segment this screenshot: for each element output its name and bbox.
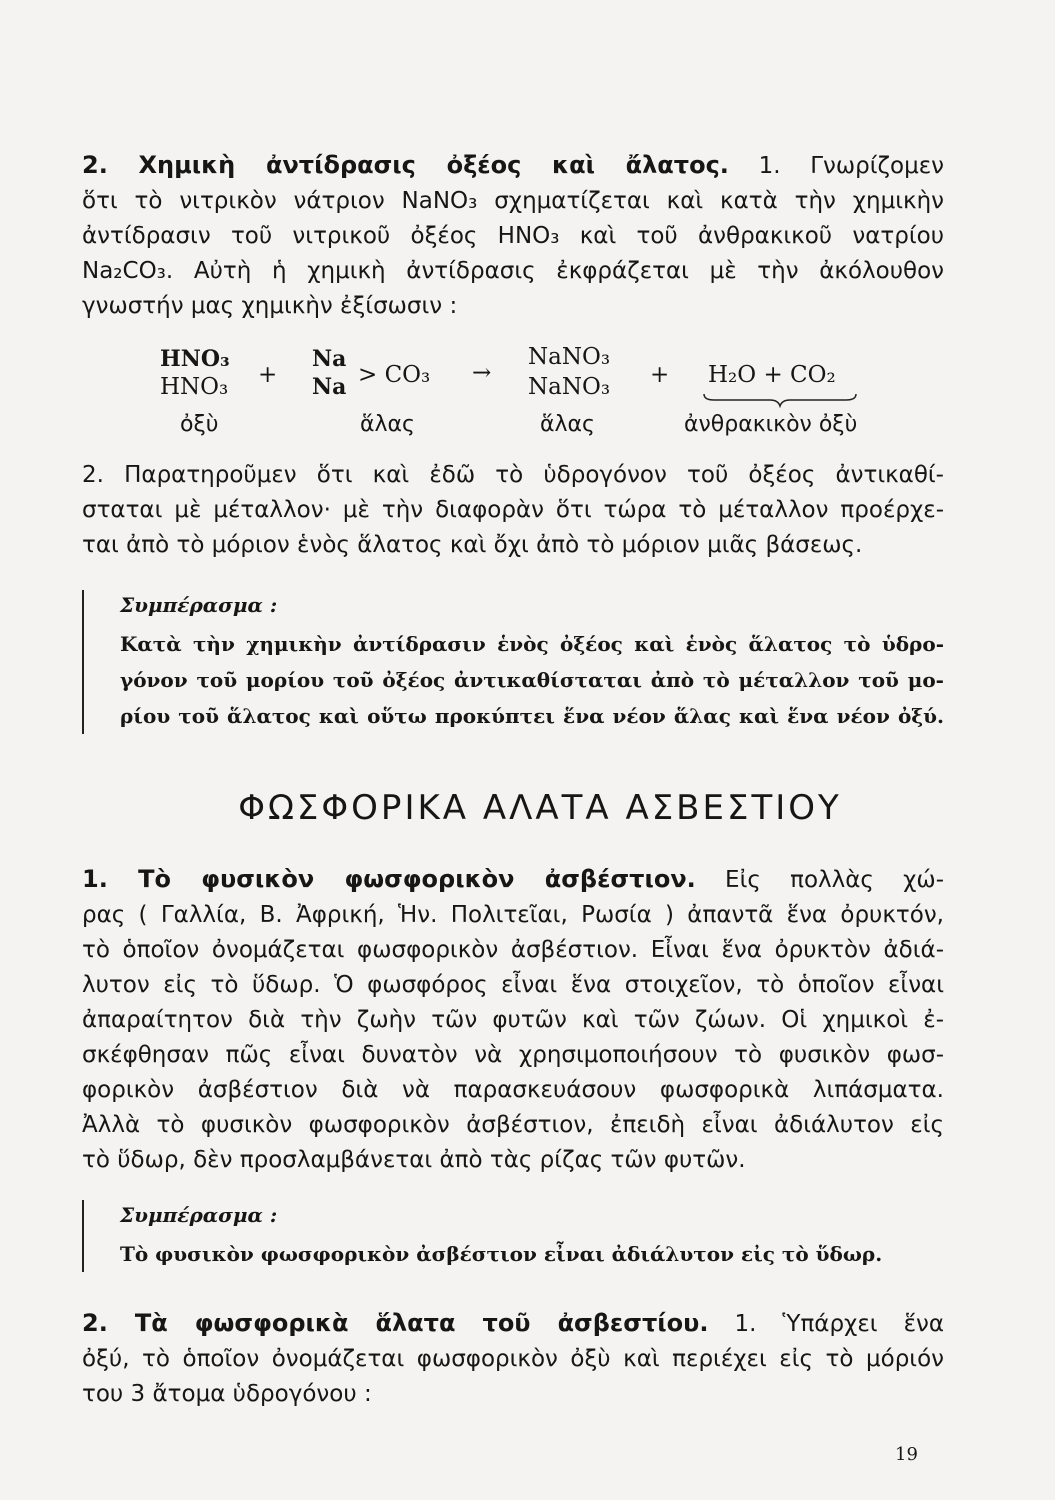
section-heading: 2. Χημικὴ ἀντίδρασις ὀξέος καὶ ἄλατος. [82,151,729,179]
text-line: του 3 ἄτομα ὑδρογόνου : [82,1381,372,1407]
eq-acid-1: HNO₃ [160,346,230,372]
text-line: λυτον εἰς τὸ ὕδωρ. Ὁ φωσφόρος εἶναι ἕνα στοιχεῖον, τὸ ὁποῖον εἶναι [82,972,944,998]
text-line: ἀπαραίτητον διὰ τὴν ζωὴν τῶν φυτῶν καὶ τῶν ζώων. Οἱ χημικοὶ ἐ- [82,1007,944,1033]
text-line: τὸ ὕδωρ, δὲν προσλαμβάνεται ἀπὸ τὰς ρίζας τῶν φυτῶν. [82,1147,746,1173]
text-line: ἀντίδρασιν τοῦ νιτρικοῦ ὀξέος HNO₃ καὶ τοῦ ἀνθρακικοῦ νατρίου [82,223,944,249]
text-line: ρας ( Γαλλία, Β. Ἀφρική, Ἡν. Πολιτεῖαι, Ρωσία ) ἀπαντᾶ ἕνα ὀρυκτόν, [82,902,944,928]
chapter-title: ΦΩΣΦΟΡΙΚΑ ΑΛΑΤΑ ΑΣΒΕΣΤΙΟΥ [238,788,842,828]
eq-salt-2: NaNO₃ [528,374,611,400]
chemical-equation [0,340,1055,440]
eq-arrow: → [472,360,492,386]
section-chemical-reaction [82,148,944,324]
text-line: ται ἀπὸ τὸ μόριον ἑνὸς ἅλατος καὶ ὄχι ἀπὸ τὸ μόριον μιᾶς βάσεως. [82,532,863,558]
conclusion-title: Συμπέρασμα : [120,1203,278,1227]
eq-sodium-2: Na [312,374,347,400]
page-number: 19 [895,1444,918,1465]
underbrace-icon [700,392,860,408]
section-heading: 1. Τὸ φυσικὸν φωσφορικὸν ἀσβέστιον. [82,865,696,893]
text-line: 2. Παρατηροῦμεν ὅτι καὶ ἐδῶ τὸ ὑδρογόνον τοῦ ὀξέος ἀντικαθί- [82,462,944,488]
conclusion-box-2 [82,1200,944,1272]
label-acid: ὀξὺ [180,412,219,437]
conclusion-line: Τὸ φυσικὸν φωσφορικὸν ἀσβέστιον εἶναι ἀδιάλυτον εἰς τὸ ὕδωρ. [120,1242,883,1266]
text-line: σκέφθησαν πῶς εἶναι δυνατὸν νὰ χρησιμοποιήσουν τὸ φυσικὸν φωσ- [82,1042,944,1068]
text-line: σταται μὲ μέταλλον· μὲ τὴν διαφορὰν ὅτι τώρα τὸ μέταλλον προέρχε- [82,497,944,523]
text-line: τὸ ὁποῖον ὀνομάζεται φωσφορικὸν ἀσβέστιον. Εἶναι ἕνα ὀρυκτὸν ἀδιά- [82,937,944,963]
eq-salt-1: NaNO₃ [528,344,611,370]
text-line: φορικὸν ἀσβέστιον διὰ νὰ παρασκευάσουν φωσφορικὰ λιπάσματα. [82,1077,944,1103]
eq-acid-2: HNO₃ [160,374,229,400]
section-observation [82,458,944,563]
conclusion-title: Συμπέρασμα : [120,593,278,617]
eq-products: H₂O + CO₂ [708,362,836,388]
text-line: ὅτι τὸ νιτρικὸν νάτριον NaNO₃ σχηματίζεται καὶ κατὰ τὴν χημικὴν [82,188,944,214]
label-salt-1: ἅλας [360,412,415,437]
conclusion-line: γόνον τοῦ μορίου τοῦ ὀξέος ἀντικαθίσταται ἀπὸ τὸ μέταλλον τοῦ μο- [120,668,944,692]
text-line: γνωστήν μας χημικὴν ἐξίσωσιν : [82,293,458,319]
conclusion-box-1 [82,590,944,734]
conclusion-line: ρίου τοῦ ἅλατος καὶ οὕτω προκύπτει ἕνα νέον ἅλας καὶ ἕνα νέον ὀξύ. [120,704,944,728]
eq-sodium-1: Na [312,346,347,372]
text-line: Ἀλλὰ τὸ φυσικὸν φωσφορικὸν ἀσβέστιον, ἐπειδὴ εἶναι ἀδιάλυτον εἰς [82,1112,944,1138]
eq-plus-2: + [650,362,670,388]
text-line: ὀξύ, τὸ ὁποῖον ὀνομάζεται φωσφορικὸν ὀξὺ καὶ περιέχει εἰς τὸ μόριόν [82,1346,944,1372]
text-line: 2. Τὰ φωσφορικὰ ἅλατα τοῦ ἀσβεστίου. 1. Ὑπάρχει ἕνα [82,1309,945,1337]
label-salt-2: ἅλας [540,412,595,437]
eq-carbonate: > CO₃ [358,362,431,388]
section-calcium-phosphate-salts [82,1306,944,1412]
section-natural-calcium-phosphate [82,862,944,1178]
text-line: Na₂CO₃. Αὐτὴ ἡ χημικὴ ἀντίδρασις ἐκφράζεται μὲ τὴν ἀκόλουθον [82,258,944,284]
section-heading: 2. Τὰ φωσφορικὰ ἅλατα τοῦ ἀσβεστίου. [82,1309,709,1337]
text-line: 2. Χημικὴ ἀντίδρασις ὀξέος καὶ ἄλατος. 1. Γνωρίζομεν [82,151,944,179]
conclusion-line: Κατὰ τὴν χημικὴν ἀντίδρασιν ἑνὸς ὀξέος καὶ ἑνὸς ἅλατος τὸ ὑδρο- [120,632,944,656]
label-carbonic-acid: ἀνθρακικὸν ὀξὺ [684,412,858,437]
text-line: 1. Τὸ φυσικὸν φωσφορικὸν ἀσβέστιον. Εἰς πολλὰς χώ- [82,865,944,893]
eq-plus-1: + [258,362,278,388]
